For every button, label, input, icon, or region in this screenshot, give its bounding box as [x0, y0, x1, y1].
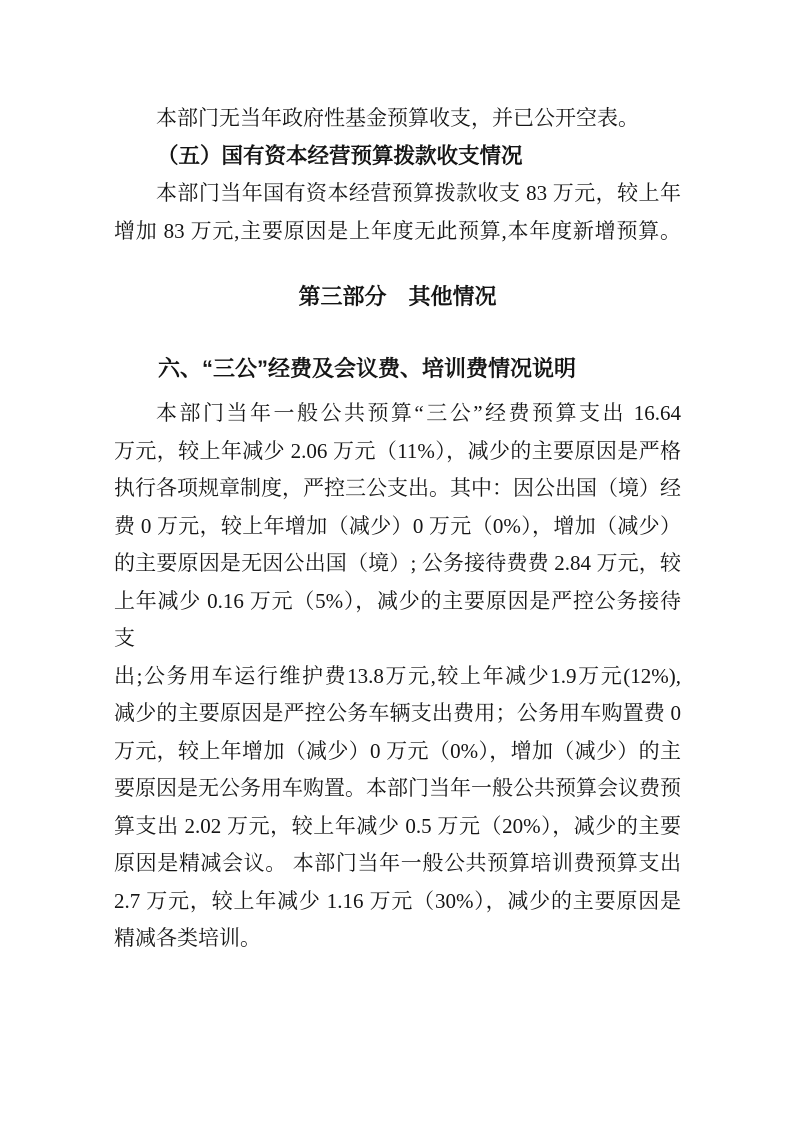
paragraph-sangong-line-12: 原因是精减会议。 本部门当年一般公共预算培训费预算支出	[114, 851, 681, 875]
paragraph-sangong-line-7: 出;公务用车运行维护费13.8万元,较上年减少1.9万元(12%),	[114, 663, 681, 688]
paragraph-sangong-line-6: 上年减少 0.16 万元（5%），减少的主要原因是严控公务接待支	[114, 588, 681, 650]
paragraph-sangong-line-8: 减少的主要原因是严控公务车辆支出费用；公务用车购置费 0	[114, 701, 681, 725]
paragraph-sangong-line-1: 本部门当年一般公共预算“三公”经费预算支出 16.64	[156, 401, 681, 425]
part-three-title: 第三部分 其他情况	[298, 284, 497, 309]
paragraph-sangong-line-5: 的主要原因是无因公出国（境）; 公务接待费费 2.84 万元，较	[114, 551, 681, 575]
heading-five: （五）国有资本经营预算拨款收支情况	[157, 143, 523, 168]
paragraph-sangong-line-11: 算支出 2.02 万元，较上年减少 0.5 万元（20%），减少的主要	[114, 813, 681, 838]
paragraph-sangong-line-4: 费 0 万元，较上年增加（减少）0 万元（0%），增加（减少）	[114, 513, 681, 538]
paragraph-sangong-line-3: 执行各项规章制度，严控三公支出。其中：因公出国（境）经	[114, 476, 681, 500]
paragraph-soe-line-1: 本部门当年国有资本经营预算拨款收支 83 万元，较上年	[156, 181, 681, 205]
heading-six: 六、“三公”经费及会议费、培训费情况说明	[158, 356, 577, 381]
paragraph-sangong-line-10: 要原因是无公务用车购置。本部门当年一般公共预算会议费预	[114, 776, 681, 800]
paragraph-sangong-line-14: 精减各类培训。	[114, 926, 261, 950]
paragraph-sangong-line-13: 2.7 万元，较上年减少 1.16 万元（30%），减少的主要原因是	[114, 888, 681, 913]
paragraph-sangong-line-9: 万元，较上年增加（减少）0 万元（0%），增加（减少）的主	[114, 738, 681, 763]
paragraph-soe-line-2: 增加 83 万元,主要原因是上年度无此预算,本年度新增预算。	[114, 218, 681, 243]
paragraph-fund-line: 本部门无当年政府性基金预算收支，并已公开空表。	[156, 106, 639, 130]
paragraph-sangong-line-2: 万元，较上年减少 2.06 万元（11%），减少的主要原因是严格	[114, 438, 681, 463]
